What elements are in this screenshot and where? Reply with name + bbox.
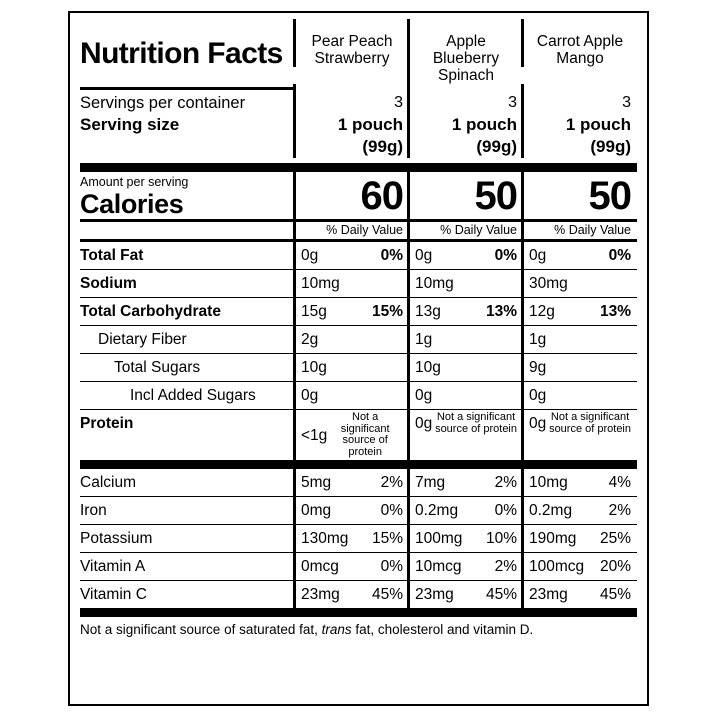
vitamin-dv-2-2: 25% [599, 530, 631, 547]
dv-header-2: % Daily Value [554, 223, 631, 237]
title-cell [80, 19, 293, 71]
nutrient-value-cell-0-1 [407, 242, 521, 269]
vitamin-label-cell-1 [80, 497, 293, 524]
nutrient-label-cell-1 [80, 270, 293, 297]
vitamin-amount-2-0: 130mg [301, 530, 349, 547]
nutrient-value-cell-2-0 [293, 298, 407, 325]
vitamin-amount-0-2: 10mg [529, 474, 568, 491]
vitamin-amount-1-0: 0mg [301, 502, 332, 519]
dv-header-cell-0 [293, 222, 407, 239]
servings-cell-2 [521, 90, 635, 158]
nutrient-amount-5-1: 0g [415, 387, 433, 404]
flavor-name-0-line1: Pear Peach [311, 33, 393, 50]
footnote-post: fat, cholesterol and vitamin D. [351, 622, 534, 637]
flavor-name-2-line2: Mango [556, 50, 604, 67]
nutrient-amount-2-1: 13g [415, 303, 441, 320]
vitamin-value-cell-0-2 [521, 469, 635, 496]
table-row [80, 326, 637, 353]
nutrient-name-3: Dietary Fiber [98, 331, 187, 348]
vitamin-amount-4-2: 23mg [529, 586, 568, 603]
protein-note-1: Not a significant source of protein [435, 411, 517, 435]
vitamin-value-cell-3-1 [407, 553, 521, 580]
protein-value-cell-0 [293, 410, 407, 460]
daily-value-header-row [80, 222, 637, 239]
nutrient-amount-4-0: 10g [301, 359, 327, 376]
table-row-protein [80, 410, 637, 460]
calories-label: Calories [80, 189, 184, 219]
vitamin-name-3: Vitamin A [80, 558, 146, 575]
nutrient-name-1: Sodium [80, 275, 137, 292]
vitamin-value-cell-4-1 [407, 581, 521, 608]
vitamin-name-4: Vitamin C [80, 586, 147, 603]
nutrient-amount-3-1: 1g [415, 331, 433, 348]
vitamin-amount-0-1: 7mg [415, 474, 446, 491]
vitamin-name-1: Iron [80, 502, 107, 519]
nutrient-value-cell-4-0 [293, 354, 407, 381]
vitamin-value-cell-1-0 [293, 497, 407, 524]
nutrient-value-cell-3-1 [407, 326, 521, 353]
nutrient-value-cell-1-1 [407, 270, 521, 297]
amount-per-serving-label: Amount per serving [80, 175, 189, 189]
nutrient-amount-2-2: 12g [529, 303, 555, 320]
table-row [80, 469, 637, 496]
nutrient-label-cell-3 [80, 326, 293, 353]
table-row [80, 581, 637, 608]
vitamin-amount-3-0: 0mcg [301, 558, 339, 575]
serving-size-value-2: 1 pouch (99g) [565, 115, 631, 156]
vitamin-amount-1-2: 0.2mg [529, 502, 573, 519]
calories-cell-0 [293, 172, 407, 219]
vitamin-amount-0-0: 5mg [301, 474, 332, 491]
servings-value-0: 3 [394, 94, 403, 111]
nutrient-label-cell-0 [80, 242, 293, 269]
vitamin-label-cell-3 [80, 553, 293, 580]
servings-value-1: 3 [508, 94, 517, 111]
footnote-pre: Not a significant source of saturated fat, [80, 622, 322, 637]
table-row [80, 270, 637, 297]
vitamin-value-cell-3-0 [293, 553, 407, 580]
vitamin-dv-4-1: 45% [485, 586, 517, 603]
serving-size-value-0: 1 pouch (99g) [337, 115, 403, 156]
protein-amount-0: <1g [301, 426, 328, 444]
vitamin-value-cell-0-0 [293, 469, 407, 496]
nutrient-name-2: Total Carbohydrate [80, 303, 221, 320]
vitamin-amount-2-1: 100mg [415, 530, 463, 547]
dv-header-cell-2 [521, 222, 635, 239]
servings-cell-0 [293, 90, 407, 158]
protein-label-cell [80, 410, 293, 460]
serving-size-label: Serving size [80, 115, 180, 134]
servings-labels [80, 90, 293, 158]
nutrient-dv-2-0: 15% [371, 303, 403, 320]
dv-header-0: % Daily Value [326, 223, 403, 237]
nutrient-amount-2-0: 15g [301, 303, 327, 320]
column-header-0 [293, 19, 407, 67]
vitamin-value-cell-2-1 [407, 525, 521, 552]
nutrient-amount-4-1: 10g [415, 359, 441, 376]
nutrient-amount-0-0: 0g [301, 247, 319, 264]
calories-cell-1 [407, 172, 521, 219]
calories-value-1: 50 [474, 174, 517, 218]
nutrient-amount-5-2: 0g [529, 387, 547, 404]
vitamin-value-cell-0-1 [407, 469, 521, 496]
nutrient-dv-0-1: 0% [494, 247, 517, 264]
dv-header-1: % Daily Value [440, 223, 517, 237]
nutrient-value-cell-5-0 [293, 382, 407, 409]
nutrition-facts-inner [80, 19, 637, 638]
nutrient-name-0: Total Fat [80, 247, 144, 264]
flavor-name-2-line1: Carrot Apple [536, 33, 624, 50]
table-row [80, 497, 637, 524]
vitamin-dv-2-1: 10% [485, 530, 517, 547]
vitamin-value-cell-2-2 [521, 525, 635, 552]
dv-header-spacer [80, 222, 293, 239]
calories-cell-2 [521, 172, 635, 219]
nutrient-value-cell-0-0 [293, 242, 407, 269]
nutrient-value-cell-1-2 [521, 270, 635, 297]
dv-header-cell-1 [407, 222, 521, 239]
nutrient-value-cell-3-0 [293, 326, 407, 353]
vitamin-value-cell-4-0 [293, 581, 407, 608]
nutrient-value-cell-0-2 [521, 242, 635, 269]
protein-value-cell-2 [521, 410, 635, 460]
nutrient-dv-2-1: 13% [485, 303, 517, 320]
table-row [80, 553, 637, 580]
nutrient-value-cell-1-0 [293, 270, 407, 297]
nutrient-value-cell-2-2 [521, 298, 635, 325]
vitamin-dv-4-2: 45% [599, 586, 631, 603]
footnote [80, 617, 637, 638]
vitamin-amount-4-0: 23mg [301, 586, 340, 603]
vitamin-dv-1-0: 0% [380, 502, 403, 519]
vitamin-dv-3-2: 20% [599, 558, 631, 575]
nutrient-label-cell-5 [80, 382, 293, 409]
nutrient-value-cell-4-1 [407, 354, 521, 381]
vitamin-dv-3-0: 0% [380, 558, 403, 575]
nutrient-amount-5-0: 0g [301, 387, 319, 404]
nutrient-value-cell-3-2 [521, 326, 635, 353]
vitamin-dv-4-0: 45% [371, 586, 403, 603]
vitamin-label-cell-0 [80, 469, 293, 496]
vitamin-dv-0-2: 4% [608, 474, 631, 491]
column-header-2 [521, 19, 635, 67]
vitamin-dv-2-0: 15% [371, 530, 403, 547]
table-row [80, 298, 637, 325]
nutrient-value-cell-2-1 [407, 298, 521, 325]
vitamin-label-cell-2 [80, 525, 293, 552]
vitamin-value-cell-1-2 [521, 497, 635, 524]
nutrient-amount-3-2: 1g [529, 331, 547, 348]
thick-divider-mid [80, 460, 637, 469]
protein-value-cell-1 [407, 410, 521, 460]
label-header-row [80, 19, 637, 84]
vitamin-amount-3-1: 10mcg [415, 558, 462, 575]
nutrient-value-cell-4-2 [521, 354, 635, 381]
page-title: Nutrition Facts [80, 37, 283, 70]
nutrient-value-cell-5-2 [521, 382, 635, 409]
nutrient-amount-1-2: 30mg [529, 275, 568, 292]
protein-amount-1: 0g [415, 415, 433, 432]
vitamin-value-cell-2-0 [293, 525, 407, 552]
nutrient-amount-4-2: 9g [529, 359, 547, 376]
nutrient-amount-0-2: 0g [529, 247, 547, 264]
servings-value-2: 3 [622, 94, 631, 111]
table-row [80, 525, 637, 552]
protein-amount-2: 0g [529, 415, 547, 432]
flavor-name-1-line1: Apple Blueberry [432, 33, 500, 67]
thick-divider-top [80, 163, 637, 172]
servings-cell-1 [407, 90, 521, 158]
servings-row [80, 90, 637, 158]
calories-value-2: 50 [588, 174, 631, 218]
serving-size-value-1: 1 pouch (99g) [451, 115, 517, 156]
calories-row [80, 172, 637, 219]
table-row [80, 382, 637, 409]
vitamin-label-cell-4 [80, 581, 293, 608]
calories-labels [80, 172, 293, 219]
nutrient-dv-0-0: 0% [380, 247, 403, 264]
protein-note-2: Not a significant source of protein [549, 411, 631, 435]
servings-per-container-label: Servings per container [80, 94, 246, 112]
vitamin-amount-3-2: 100mcg [529, 558, 585, 575]
flavor-name-1-line2: Spinach [437, 67, 494, 84]
protein-name: Protein [80, 415, 134, 432]
nutrient-label-cell-4 [80, 354, 293, 381]
nutrient-amount-3-0: 2g [301, 331, 319, 348]
nutrition-facts-panel [68, 11, 649, 706]
vitamin-value-cell-4-2 [521, 581, 635, 608]
nutrient-dv-2-2: 13% [599, 303, 631, 320]
vitamin-value-cell-1-1 [407, 497, 521, 524]
vitamin-value-cell-3-2 [521, 553, 635, 580]
nutrient-amount-0-1: 0g [415, 247, 433, 264]
vitamin-dv-1-2: 2% [608, 502, 631, 519]
flavor-name-0-line2: Strawberry [314, 50, 390, 67]
nutrient-amount-1-1: 10mg [415, 275, 454, 292]
nutrient-amount-1-0: 10mg [301, 275, 340, 292]
column-header-1 [407, 19, 521, 84]
vitamin-amount-1-1: 0.2mg [415, 502, 459, 519]
calories-value-0: 60 [360, 174, 403, 218]
nutrient-name-4: Total Sugars [114, 359, 201, 376]
vitamin-dv-3-1: 2% [494, 558, 517, 575]
vitamin-amount-2-2: 190mg [529, 530, 577, 547]
vitamin-dv-0-1: 2% [494, 474, 517, 491]
vitamin-dv-0-0: 2% [380, 474, 403, 491]
nutrient-dv-0-2: 0% [608, 247, 631, 264]
footnote-italic: trans [321, 622, 352, 637]
nutrient-label-cell-2 [80, 298, 293, 325]
vitamin-dv-1-1: 0% [494, 502, 517, 519]
vitamin-name-0: Calcium [80, 474, 136, 491]
nutrient-value-cell-5-1 [407, 382, 521, 409]
table-row [80, 354, 637, 381]
nutrient-name-5: Incl Added Sugars [130, 387, 256, 404]
table-row [80, 242, 637, 269]
vitamin-name-2: Potassium [80, 530, 153, 547]
protein-note-0: Not a significant source of protein [340, 411, 390, 458]
vitamin-amount-4-1: 23mg [415, 586, 454, 603]
thick-divider-bottom [80, 608, 637, 617]
